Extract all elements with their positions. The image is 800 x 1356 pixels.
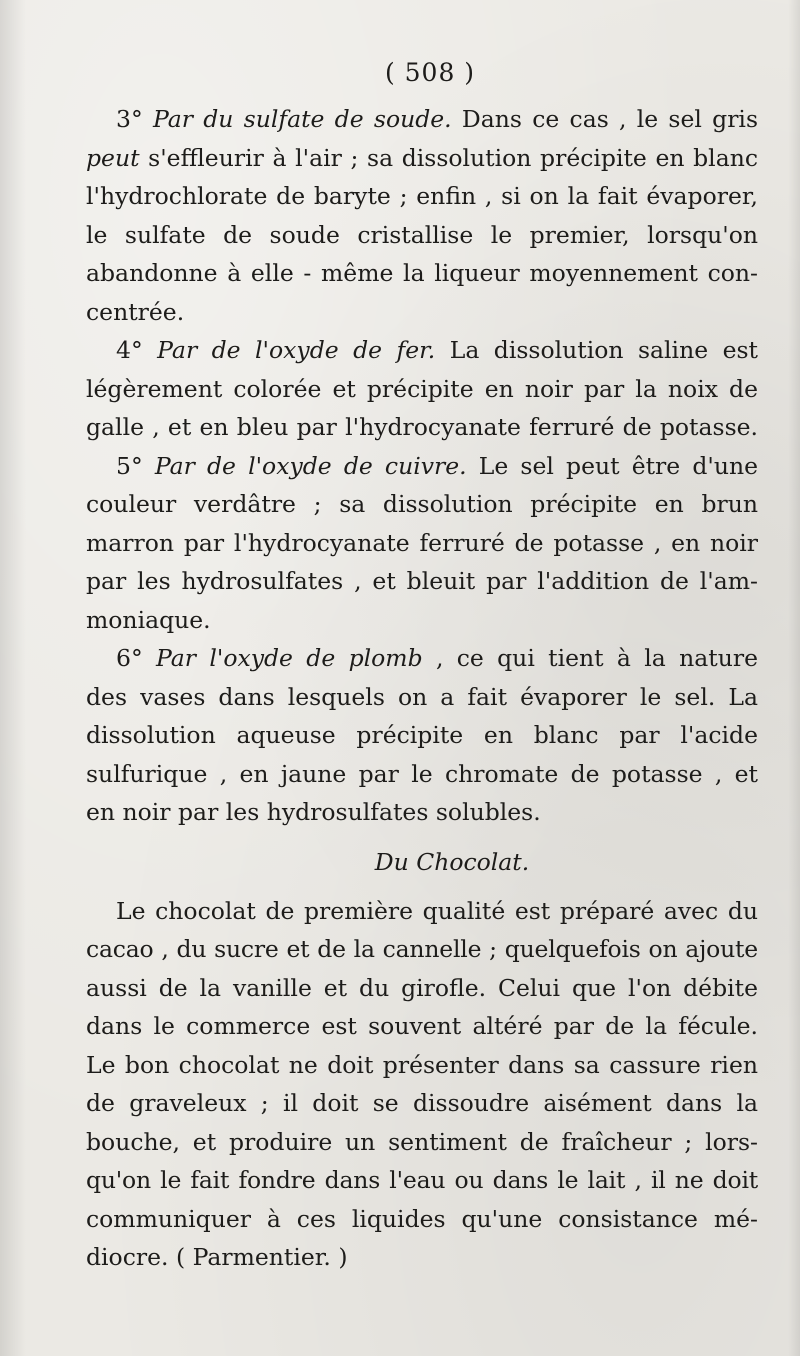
paragraph-chocolat (86, 892, 758, 1277)
paragraph-oxyde-de-cuivre (86, 447, 758, 640)
text-line: centrée. (86, 297, 185, 326)
paragraph-oxyde-de-fer (86, 331, 758, 447)
body-text (86, 100, 758, 1277)
text-line: peut s'effleurir à l'air ; sa dissolution précipite en blanc (86, 143, 758, 172)
text-line: diocre. ( Parmentier. ) (86, 1243, 348, 1271)
paragraph-oxyde-de-plomb (86, 639, 758, 832)
text-line: 3° Par du sulfate de soude. Dans ce cas , le sel gris (116, 105, 759, 133)
text-line: le sulfate de soude cristallise le premier, lorsqu'on (86, 220, 758, 249)
section-heading: Du Chocolat. (374, 847, 530, 876)
text-line: 4° Par de l'oxyde de fer. La dissolution saline est (116, 336, 758, 364)
text-line: bouche, et produire un sentiment de fraîcheur ; lors- (86, 1127, 758, 1156)
text-line: par les hydrosulfates , et bleuit par l'addition de l'am- (86, 567, 758, 595)
text-line: galle , et en bleu par l'hydrocyanate ferruré de potasse. (86, 413, 758, 441)
text-line: dans le commerce est souvent altéré par de la fécule. (86, 1012, 758, 1040)
text-line: Le chocolat de première qualité est préparé avec du (116, 896, 758, 925)
text-line: communiquer à ces liquides qu'une consistance mé- (86, 1204, 758, 1233)
text-line: légèrement colorée et précipite en noir par la noix de (86, 374, 758, 403)
text-line: l'hydrochlorate de baryte ; enfin , si on la fait évaporer, (86, 182, 758, 210)
text-line: des vases dans lesquels on a fait évaporer le sel. La (86, 682, 758, 711)
text-line: qu'on le fait fondre dans l'eau ou dans le lait , il ne doit (86, 1166, 758, 1194)
text-line: de graveleux ; il doit se dissoudre aisément dans la (86, 1089, 758, 1117)
text-line: cacao , du sucre et de la cannelle ; quelquefois on ajoute (86, 935, 758, 963)
paragraph-sulfate-de-soude (86, 100, 758, 331)
text-line: moniaque. (86, 605, 211, 634)
text-line: sulfurique , en jaune par le chromate de potasse , et (86, 759, 758, 788)
text-line: marron par l'hydrocyanate ferruré de potasse , en noir (86, 528, 758, 557)
text-line: couleur verdâtre ; sa dissolution précipite en brun (86, 490, 758, 518)
text-line: 5° Par de l'oxyde de cuivre. Le sel peut être d'une (116, 451, 758, 480)
page-gutter-shadow (0, 0, 26, 1356)
page-number: ( 508 ) (384, 58, 476, 87)
text-line: Le bon chocolat ne doit présenter dans sa cassure rien (86, 1050, 758, 1079)
text-line: aussi de la vanille et du girofle. Celui que l'on débite (86, 973, 758, 1002)
page-edge-shadow (788, 0, 800, 1356)
text-line: dissolution aqueuse précipite en blanc par l'acide (86, 721, 758, 749)
text-line: abandonne à elle - même la liqueur moyennement con- (86, 259, 758, 287)
text-line: 6° Par l'oxyde de plomb , ce qui tient à la nature (116, 644, 758, 672)
text-line: en noir par les hydrosulfates solubles. (86, 798, 541, 826)
